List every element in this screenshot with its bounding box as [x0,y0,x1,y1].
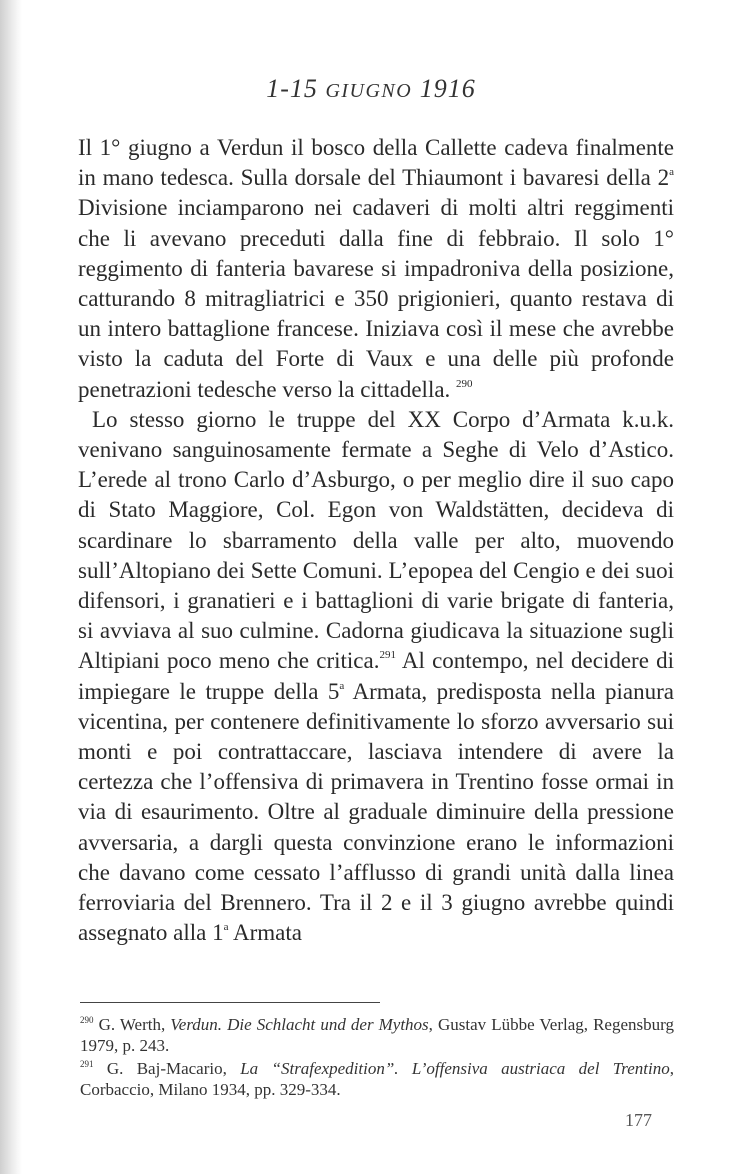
page-number: 177 [625,1110,652,1130]
footnote-book-title: La “Strafexpedition”. L’offensiva austriaca del Trentino [240,1059,670,1078]
page-gutter-shadow [0,0,22,1174]
paragraph-2-text-c: Armata, predisposta nella pianura vicentina, per contenere definitivamente lo sforzo avversario sui monti e poi contrattaccare, lasciava intendere di avere la certezza che l’offensiva di primavera in Trentino fosse ormai in via di esaurimento. Oltre al graduale diminuire della pressione avversaria, a dargli questa convinzione erano le informazioni che davano come cessato l’afflusso di grandi unità dalla linea ferroviaria del Brennero. Tra il 2 e il 3 giugno avrebbe quindi assegnato alla 1 [78,678,674,946]
page-title [0,74,742,104]
footnote-author: G. Werth, [93,1015,171,1034]
ordinal-superscript: a [339,679,345,692]
footnote-ref-290[interactable]: 290 [456,377,473,390]
footnote-publication: , Corbaccio, Milano 1934, pp. 329-334. [80,1059,675,1099]
paragraph-2-text-d: Armata [228,920,302,946]
footnote-divider [80,1002,380,1003]
ordinal-superscript: a [223,921,229,934]
footnote-290 [80,1014,674,1056]
paragraph-2 [78,405,674,949]
paragraph-1-text-b: Divisione inciamparono nei cadaveri di molti altri reggimenti che li avevano preceduti dalla fine di febbraio. Il solo 1° reggimento di fanteria bavarese si impadroniva della posizione, catturando 8 mitragliatrici e 350 prigionieri, quanto restava di un intero battaglione francese. Iniziava così il mese che avrebbe visto la caduta del Forte di Vaux e una delle più profonde penetrazioni tedesche verso la cittadella. [78,195,674,402]
paragraph-1 [78,133,674,405]
main-text [78,133,674,948]
footnote-291 [80,1058,674,1100]
footnote-publication: , Gustav Lübbe Verlag, Regensburg 1979, p. 243. [80,1015,674,1055]
footnote-author: G. Baj-Macario, [93,1059,241,1078]
title-month: GIUGNO [325,80,413,102]
footnote-book-title: Verdun. Die Schlacht und der Mythos [170,1015,429,1034]
paragraph-2-text-b: Al contempo, nel decidere di impiegare le truppe della 5 [78,648,674,704]
paragraph-2-text-a: Lo stesso giorno le truppe del XX Corpo d’Armata k.u.k. venivano sanguinosamente fermate a Seghe di Velo d’Astico. L’erede al trono Carlo d’Asburgo, o per meglio dire il suo capo di Stato Maggiore, Col. Egon von Waldstätten, decideva di scardinare lo sbarramento della valle per alto, muovendo sull’Altopiano dei Sette Comuni. L’epopea del Cengio e dei suoi difensori, i granatieri e i battaglioni di varie brigate di fanteria, si avviava al suo culmine. Cadorna giudicava la situazione sugli Altipiani poco meno che critica. [78,406,674,674]
title-date-range: 1-15 [266,74,326,103]
ordinal-superscript: a [669,166,674,179]
footnotes [80,1014,674,1102]
paragraph-1-text-a: Il 1° giugno a Verdun il bosco della Callette cadeva finalmente in mano tedesca. Sulla dorsale del Thiaumont i bavaresi della 2 [78,135,674,191]
footnote-number: 290 [80,1015,94,1025]
footnote-ref-291[interactable]: 291 [379,649,396,662]
footnote-number: 291 [80,1059,94,1069]
title-year: 1916 [412,74,476,103]
